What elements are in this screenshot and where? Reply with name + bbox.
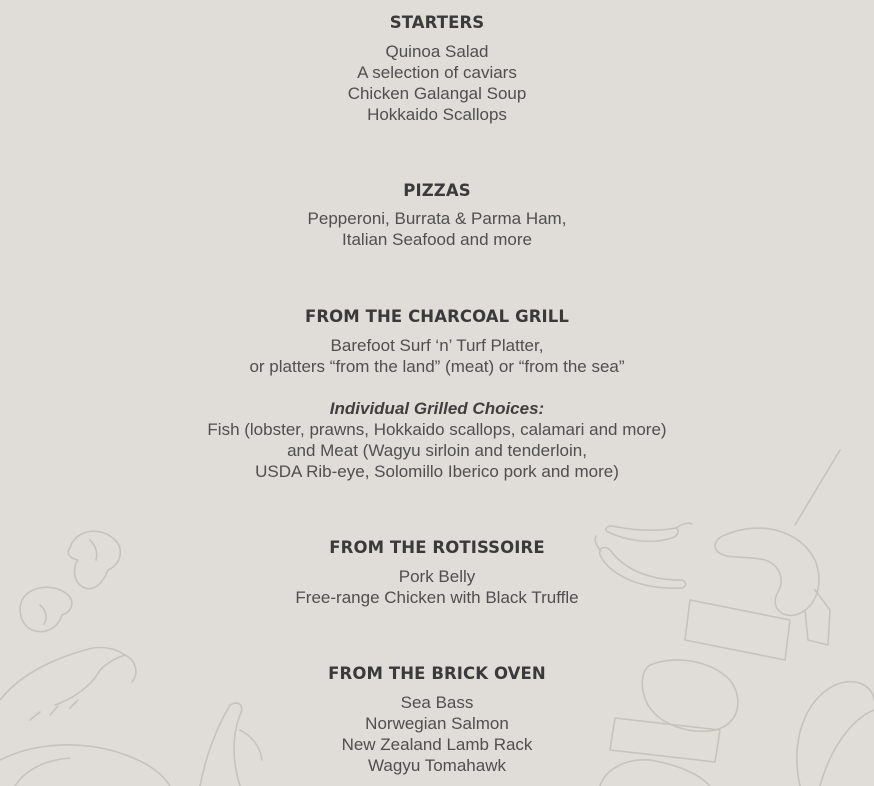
section-subheading: Individual Grilled Choices: xyxy=(329,399,545,418)
section-title: FROM THE BRICK OVEN xyxy=(328,664,546,683)
section-charcoal-grill xyxy=(0,306,874,482)
menu-item: Free-range Chicken with Black Truffle xyxy=(295,588,579,607)
menu-item: Norwegian Salmon xyxy=(365,714,509,733)
section-title: FROM THE CHARCOAL GRILL xyxy=(304,307,570,326)
menu-item: and Meat (Wagyu sirloin and tenderloin, xyxy=(287,441,587,460)
menu-item: or platters “from the land” (meat) or “from the sea” xyxy=(249,357,625,376)
section-rotissoire xyxy=(0,537,874,608)
menu-item: A selection of caviars xyxy=(357,63,517,82)
menu-item: Barefoot Surf ‘n’ Turf Platter, xyxy=(330,336,544,355)
menu-item: Wagyu Tomahawk xyxy=(368,756,506,775)
section-brick-oven xyxy=(0,663,874,776)
menu-item: Pepperoni, Burrata & Parma Ham, xyxy=(307,209,567,228)
menu-item: New Zealand Lamb Rack xyxy=(341,735,533,754)
menu-item: Sea Bass xyxy=(400,693,474,712)
menu-item: Chicken Galangal Soup xyxy=(347,84,527,103)
menu-item: Hokkaido Scallops xyxy=(367,105,507,124)
section-title: FROM THE ROTISSOIRE xyxy=(329,538,545,557)
menu-item: Italian Seafood and more xyxy=(342,230,532,249)
section-starters xyxy=(0,12,874,125)
menu-item: Pork Belly xyxy=(398,567,476,586)
section-title: STARTERS xyxy=(389,13,485,32)
menu-item: USDA Rib-eye, Solomillo Iberico pork and more) xyxy=(255,462,619,481)
menu-item: Quinoa Salad xyxy=(385,42,489,61)
section-title: PIZZAS xyxy=(403,181,471,200)
section-pizzas xyxy=(0,180,874,250)
menu-item: Fish (lobster, prawns, Hokkaido scallops, calamari and more) xyxy=(207,420,667,439)
